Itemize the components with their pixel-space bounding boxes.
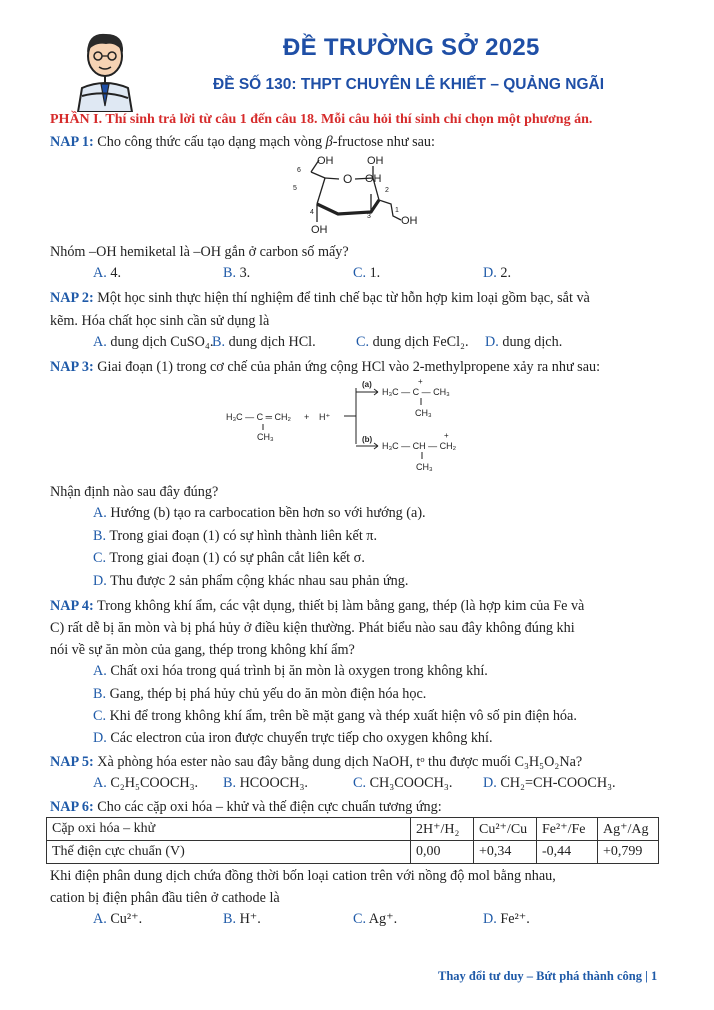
table-cell: +0,34	[474, 841, 537, 864]
q2-option-d[interactable]: D. dung dịch.	[485, 334, 563, 350]
q6-option-d[interactable]: D. Fe²⁺.	[483, 911, 530, 927]
part-heading: PHẦN I. Thí sinh trả lời từ câu 1 đến câu 18. Mỗi câu hỏi thí sinh chỉ chọn một phương án.	[50, 112, 593, 127]
svg-text:(b): (b)	[362, 435, 373, 444]
q2-option-a[interactable]: A. dung dịch CuSO₄.	[93, 334, 214, 350]
svg-text:CH₃: CH₃	[257, 432, 274, 442]
q5-option-c[interactable]: C. CH₃COOCH₃.	[353, 775, 453, 791]
question-6-stem: NAP 6: Cho các cặp oxi hóa – khử và thế điện cực chuẩn tương ứng:	[50, 799, 442, 815]
q6-option-a[interactable]: A. Cu²⁺.	[93, 911, 143, 927]
svg-text:OH: OH	[317, 155, 334, 167]
table-cell: -0,44	[537, 841, 598, 864]
question-4-stem-2: C) rất dễ bị ăn mòn và bị phá hủy ở điều kiện thường. Phát biểu nào sau đây không đúng khi	[50, 620, 575, 636]
q4-option-d[interactable]: D. Các electron của iron được chuyển trực tiếp cho oxygen không khí.	[93, 730, 493, 746]
svg-text:O: O	[343, 172, 353, 186]
table-cell: Cặp oxi hóa – khử	[47, 818, 411, 841]
q3-option-d[interactable]: D. Thu được 2 sản phẩm cộng khác nhau sau phản ứng.	[93, 573, 409, 589]
q1-option-b[interactable]: B. 3.	[223, 265, 251, 281]
question-2-stem-2: kẽm. Hóa chất học sinh cần sử dụng là	[50, 313, 270, 329]
table-row	[47, 818, 659, 841]
q4-option-b[interactable]: B. Gang, thép bị phá hủy chủ yếu do ăn mòn điện hóa học.	[93, 686, 427, 702]
q2-option-c[interactable]: C. dung dịch FeCl₂.	[356, 334, 469, 350]
svg-text:(a): (a)	[362, 380, 372, 389]
table-row	[47, 841, 659, 864]
question-3-stem: NAP 3: Giai đoạn (1) trong cơ chế của phản ứng cộng HCl vào 2-methylpropene xảy ra như sau:	[50, 359, 601, 375]
q3-option-a[interactable]: A. Hướng (b) tạo ra carbocation bền hơn so với hướng (a).	[93, 505, 426, 521]
table-cell: 2H⁺/H₂	[411, 818, 474, 841]
svg-text:CH₃: CH₃	[416, 462, 433, 472]
table-cell: 0,00	[411, 841, 474, 864]
svg-text:OH: OH	[311, 224, 328, 236]
question-6-stem-2: Khi điện phân dung dịch chứa đồng thời bốn loại cation trên với nồng độ mol bằng nhau,	[50, 868, 556, 884]
question-5-stem: NAP 5: Xà phòng hóa ester nào sau đây bằng dung dịch NaOH, tᵒ thu được muối C₃H₅O₂Na?	[50, 754, 583, 770]
question-3-question: Nhận định nào sau đây đúng?	[50, 484, 219, 500]
q4-option-a[interactable]: A. Chất oxi hóa trong quá trình bị ăn mòn là oxygen trong không khí.	[93, 663, 488, 679]
table-cell: Ag⁺/Ag	[598, 818, 659, 841]
page-title: ĐỀ TRƯỜNG SỞ 2025	[283, 34, 540, 61]
q6-option-b[interactable]: B. H⁺.	[223, 911, 261, 927]
table-cell: +0,799	[598, 841, 659, 864]
q2-option-b[interactable]: B. dung dịch HCl.	[212, 334, 316, 350]
question-2-stem: NAP 2: Một học sinh thực hiện thí nghiệm để tinh chế bạc từ hỗn hợp kim loại gồm bạc, sắt và	[50, 290, 590, 306]
svg-text:+: +	[444, 431, 449, 440]
svg-text:OH: OH	[367, 155, 384, 167]
svg-text:4: 4	[310, 209, 314, 216]
q6-option-c[interactable]: C. Ag⁺.	[353, 911, 398, 927]
q1-option-c[interactable]: C. 1.	[353, 265, 381, 281]
table-cell: Cu²⁺/Cu	[474, 818, 537, 841]
q5-option-d[interactable]: D. CH₂=CH-COOCH₃.	[483, 775, 616, 791]
q1-option-d[interactable]: D. 2.	[483, 265, 511, 281]
hcl-addition-scheme	[226, 378, 466, 476]
svg-text:H₃C — C — CH₃: H₃C — C — CH₃	[382, 387, 450, 397]
svg-text:2: 2	[385, 187, 389, 194]
svg-text:+: +	[418, 378, 423, 386]
table-cell: Fe²⁺/Fe	[537, 818, 598, 841]
electrode-potential-table	[46, 817, 659, 864]
q3-option-b[interactable]: B. Trong giai đoạn (1) có sự hình thành liên kết π.	[93, 528, 378, 544]
question-4-stem: NAP 4: Trong không khí ẩm, các vật dụng, thiết bị làm bằng gang, thép (là hợp kim của Fe và	[50, 598, 585, 614]
question-6-stem-3: cation bị điện phân đầu tiên ở cathode là	[50, 890, 280, 906]
svg-text:OH: OH	[365, 173, 382, 185]
page-footer: Thay đổi tư duy – Bứt phá thành công | 1	[438, 969, 658, 983]
svg-text:3: 3	[367, 213, 371, 220]
q5-option-a[interactable]: A. C₂H₅COOCH₃.	[93, 775, 199, 791]
q5-option-b[interactable]: B. HCOOCH₃.	[223, 775, 308, 791]
svg-text:+: +	[304, 412, 310, 422]
svg-text:OH: OH	[401, 215, 418, 227]
question-4-stem-3: nói về sự ăn mòn của gang, thép trong không khí ẩm?	[50, 642, 355, 658]
page-number: 1	[650, 969, 658, 983]
table-cell: Thế điện cực chuẩn (V)	[47, 841, 411, 864]
q1-option-a[interactable]: A. 4.	[93, 265, 121, 281]
question-1-stem: NAP 1: Cho công thức cấu tạo dạng mạch vòng β-fructose như sau:	[50, 134, 435, 150]
svg-text:H₃C — CH — CH₂: H₃C — CH — CH₂	[382, 441, 457, 451]
question-1-question: Nhóm –OH hemiketal là –OH gắn ở carbon số mấy?	[50, 244, 349, 260]
svg-text:5: 5	[293, 185, 297, 192]
q4-option-c[interactable]: C. Khi để trong không khí ẩm, trên bề mặt gang và thép xuất hiện vô số pin điện hóa.	[93, 708, 577, 724]
teacher-avatar-icon	[70, 26, 140, 112]
svg-text:H⁺: H⁺	[319, 412, 331, 422]
svg-text:CH₃: CH₃	[415, 408, 432, 418]
svg-text:1: 1	[395, 207, 399, 214]
svg-text:6: 6	[297, 167, 301, 174]
page-subtitle: ĐỀ SỐ 130: THPT CHUYÊN LÊ KHIẾT – QUẢNG NGÃI	[213, 76, 604, 93]
beta-fructose-structure	[283, 152, 433, 236]
q3-option-c[interactable]: C. Trong giai đoạn (1) có sự phân cắt liên kết σ.	[93, 550, 365, 566]
svg-text:H₃C — C ═ CH₂: H₃C — C ═ CH₂	[226, 412, 292, 422]
